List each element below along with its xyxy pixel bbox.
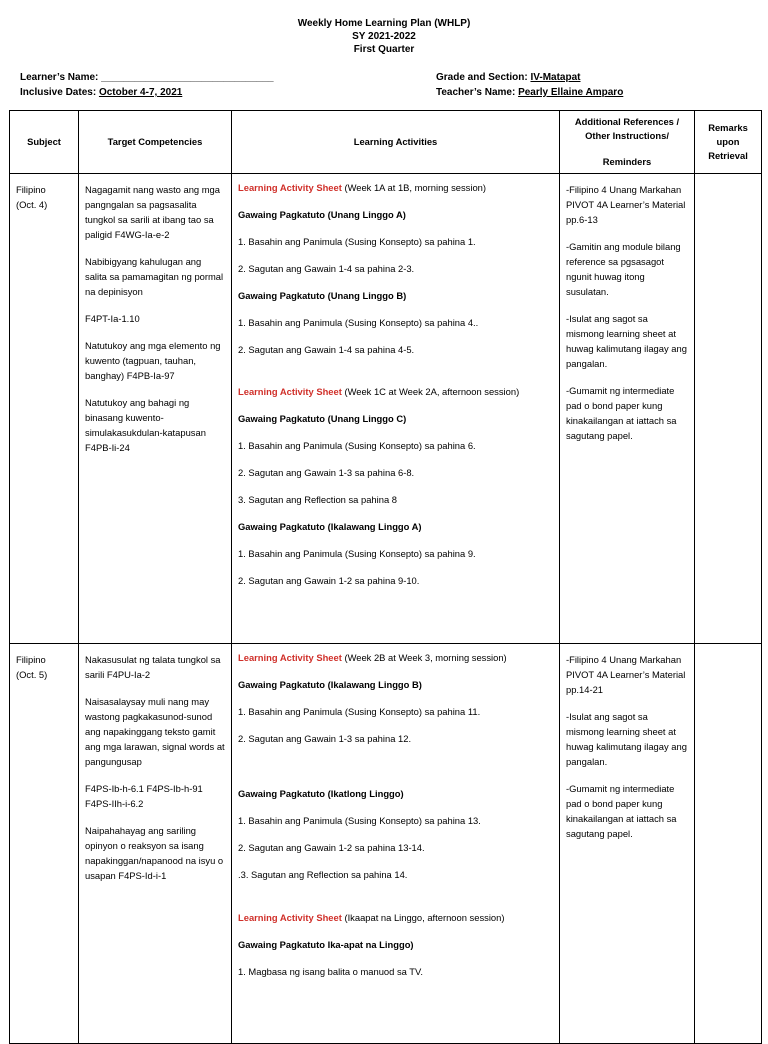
competency-item: Natutukoy ang bahagi ng binasang kuwento-simulakasukdulan-katapusan F4PB-Ii-24 (85, 397, 206, 453)
competency-item: Nakasusulat ng talata tungkol sa sarili F4PU-Ia-2 (85, 654, 221, 680)
references-cell (560, 644, 695, 1044)
learner-name-label: Learner’s Name: (20, 72, 99, 83)
activity-group-title: Gawaing Pagkatuto (Unang Linggo B) (238, 290, 407, 301)
reference-item: -Isulat ang sagot sa mismong learning sheet at huwag kalimutang ilagay ang pangalan. (566, 711, 687, 767)
whlp-table (9, 110, 762, 1044)
reference-item: -Gumamit ng intermediate pad o bond paper kung kinakailangan at iattach sa sagutang papel. (566, 385, 677, 441)
competency-item: F4PT-Ia-1.10 (85, 313, 140, 324)
reference-item: -Gamitin ang module bilang reference sa pgsasagot ngunit huwag itong susulatan. (566, 241, 681, 297)
activity-group-title: Gawaing Pagkatuto (Unang Linggo C) (238, 413, 407, 424)
activity-item: 2. Sagutan ang Gawain 1-2 sa pahina 13-14. (238, 842, 425, 853)
activity-item: 2. Sagutan ang Gawain 1-2 sa pahina 9-10. (238, 575, 420, 586)
activity-group-title: Gawaing Pagkatuto Ika-apat na Linggo) (238, 939, 414, 950)
competencies-cell (79, 644, 232, 1044)
subject-cell: Filipino (Oct. 5) (10, 644, 79, 1044)
activity-sheet-heading: Learning Activity Sheet (Ikaapat na Linggo, afternoon session) (238, 912, 505, 923)
activity-sheet-heading: Learning Activity Sheet (Week 1A at 1B, morning session) (238, 182, 487, 193)
activity-group-title: Gawaing Pagkatuto (Unang Linggo A) (238, 209, 406, 220)
inclusive-dates-value: October 4-7, 2021 (98, 87, 183, 98)
activity-sheet-heading: Learning Activity Sheet (Week 1C at Week 2A, afternoon session) (238, 386, 520, 397)
grade-section-label: Grade and Section: (436, 72, 528, 83)
activities-cell (232, 174, 560, 644)
class-info (436, 70, 623, 100)
table-row (10, 644, 762, 1044)
header-target-competencies: Target Competencies (79, 111, 232, 174)
document-header (0, 17, 768, 56)
table-header-row (10, 111, 762, 174)
competencies-cell (79, 174, 232, 644)
competency-item: Natutukoy ang mga elemento ng kuwento (tagpuan, tauhan, banghay) F4PB-Ia-97 (85, 340, 221, 381)
header-learning-activities: Learning Activities (232, 111, 560, 174)
activity-group-title: Gawaing Pagkatuto (Ikalawang Linggo A) (238, 521, 422, 532)
table-row (10, 174, 762, 644)
competency-item: F4PS-Ib-h-6.1 F4PS-Ib-h-91 F4PS-IIh-i-6.2 (85, 783, 203, 809)
subject-cell: Filipino (Oct. 4) (10, 174, 79, 644)
references-cell (560, 174, 695, 644)
activity-item: 3. Sagutan ang Reflection sa pahina 8 (238, 494, 397, 505)
school-year: SY 2021-2022 (352, 31, 416, 42)
grade-section-value: IV-Matapat (530, 72, 581, 83)
header-subject: Subject (10, 111, 79, 174)
header-remarks: Remarks upon Retrieval (695, 111, 762, 174)
reference-item: -Filipino 4 Unang Markahan PIVOT 4A Learner’s Material pp.14-21 (566, 654, 686, 695)
remarks-cell (695, 174, 762, 644)
activity-item: 1. Basahin ang Panimula (Susing Konsepto) sa pahina 9. (238, 548, 476, 559)
quarter: First Quarter (353, 44, 415, 55)
activity-item: 1. Basahin ang Panimula (Susing Konsepto) sa pahina 6. (238, 440, 476, 451)
learner-info (20, 70, 274, 100)
grade-section-line (436, 70, 623, 85)
activity-item: 1. Basahin ang Panimula (Susing Konsepto) sa pahina 11. (238, 706, 481, 717)
activity-item: 2. Sagutan ang Gawain 1-3 sa pahina 12. (238, 733, 412, 744)
remarks-cell (695, 644, 762, 1044)
inclusive-dates-label: Inclusive Dates: (20, 87, 97, 98)
activity-group-title: Gawaing Pagkatuto (Ikalawang Linggo B) (238, 679, 422, 690)
competency-item: Nagagamit nang wasto ang mga pangngalan sa pagsasalita tungkol sa sarili at ibang tao sa paligid F4WG-Ia-e-2 (85, 184, 220, 240)
learner-name-value: _______________________________ (101, 72, 274, 83)
teacher-name-line (436, 85, 623, 100)
activity-group-title: Gawaing Pagkatuto (Ikatlong Linggo) (238, 788, 404, 799)
activity-item: 1. Basahin ang Panimula (Susing Konsepto) sa pahina 4.. (238, 317, 479, 328)
competency-item: Naisasalaysay muli nang may wastong pagkakasunod-sunod ang napakinggang teksto gamit ang mga larawan, signal words at pangungusap (85, 696, 225, 767)
inclusive-dates-line (20, 85, 274, 100)
teacher-name-label: Teacher’s Name: (436, 87, 516, 98)
activity-sheet-heading: Learning Activity Sheet (Week 2B at Week 3, morning session) (238, 652, 507, 663)
reference-item: -Isulat ang sagot sa mismong learning sheet at huwag kalimutang ilagay ang pangalan. (566, 313, 687, 369)
activity-item: 1. Magbasa ng isang balita o manuod sa TV. (238, 966, 424, 977)
activity-item: 2. Sagutan ang Gawain 1-4 sa pahina 4-5. (238, 344, 415, 355)
header-additional-references: Additional References / Other Instructions/ Reminders (560, 111, 695, 174)
activity-item: 1. Basahin ang Panimula (Susing Konsepto) sa pahina 1. (238, 236, 476, 247)
reference-item: -Filipino 4 Unang Markahan PIVOT 4A Learner’s Material pp.6-13 (566, 184, 686, 225)
activity-item: .3. Sagutan ang Reflection sa pahina 14. (238, 869, 408, 880)
document-title: Weekly Home Learning Plan (WHLP) (297, 18, 471, 29)
activities-cell (232, 644, 560, 1044)
reference-item: -Gumamit ng intermediate pad o bond paper kung kinakailangan at iattach sa sagutang papel. (566, 783, 677, 839)
competency-item: Nabibigyang kahulugan ang salita sa pamamagitan ng pormal na depinisyon (85, 256, 224, 297)
learner-name-line (20, 70, 274, 85)
activity-item: 2. Sagutan ang Gawain 1-4 sa pahina 2-3. (238, 263, 415, 274)
activity-item: 2. Sagutan ang Gawain 1-3 sa pahina 6-8. (238, 467, 415, 478)
competency-item: Naipahahayag ang sariling opinyon o reaksyon sa isang napakinggan/napanood na isyu o usapan F4PS-Id-i-1 (85, 825, 224, 881)
activity-item: 1. Basahin ang Panimula (Susing Konsepto) sa pahina 13. (238, 815, 481, 826)
teacher-name-value: Pearly Ellaine Amparo (518, 87, 624, 98)
